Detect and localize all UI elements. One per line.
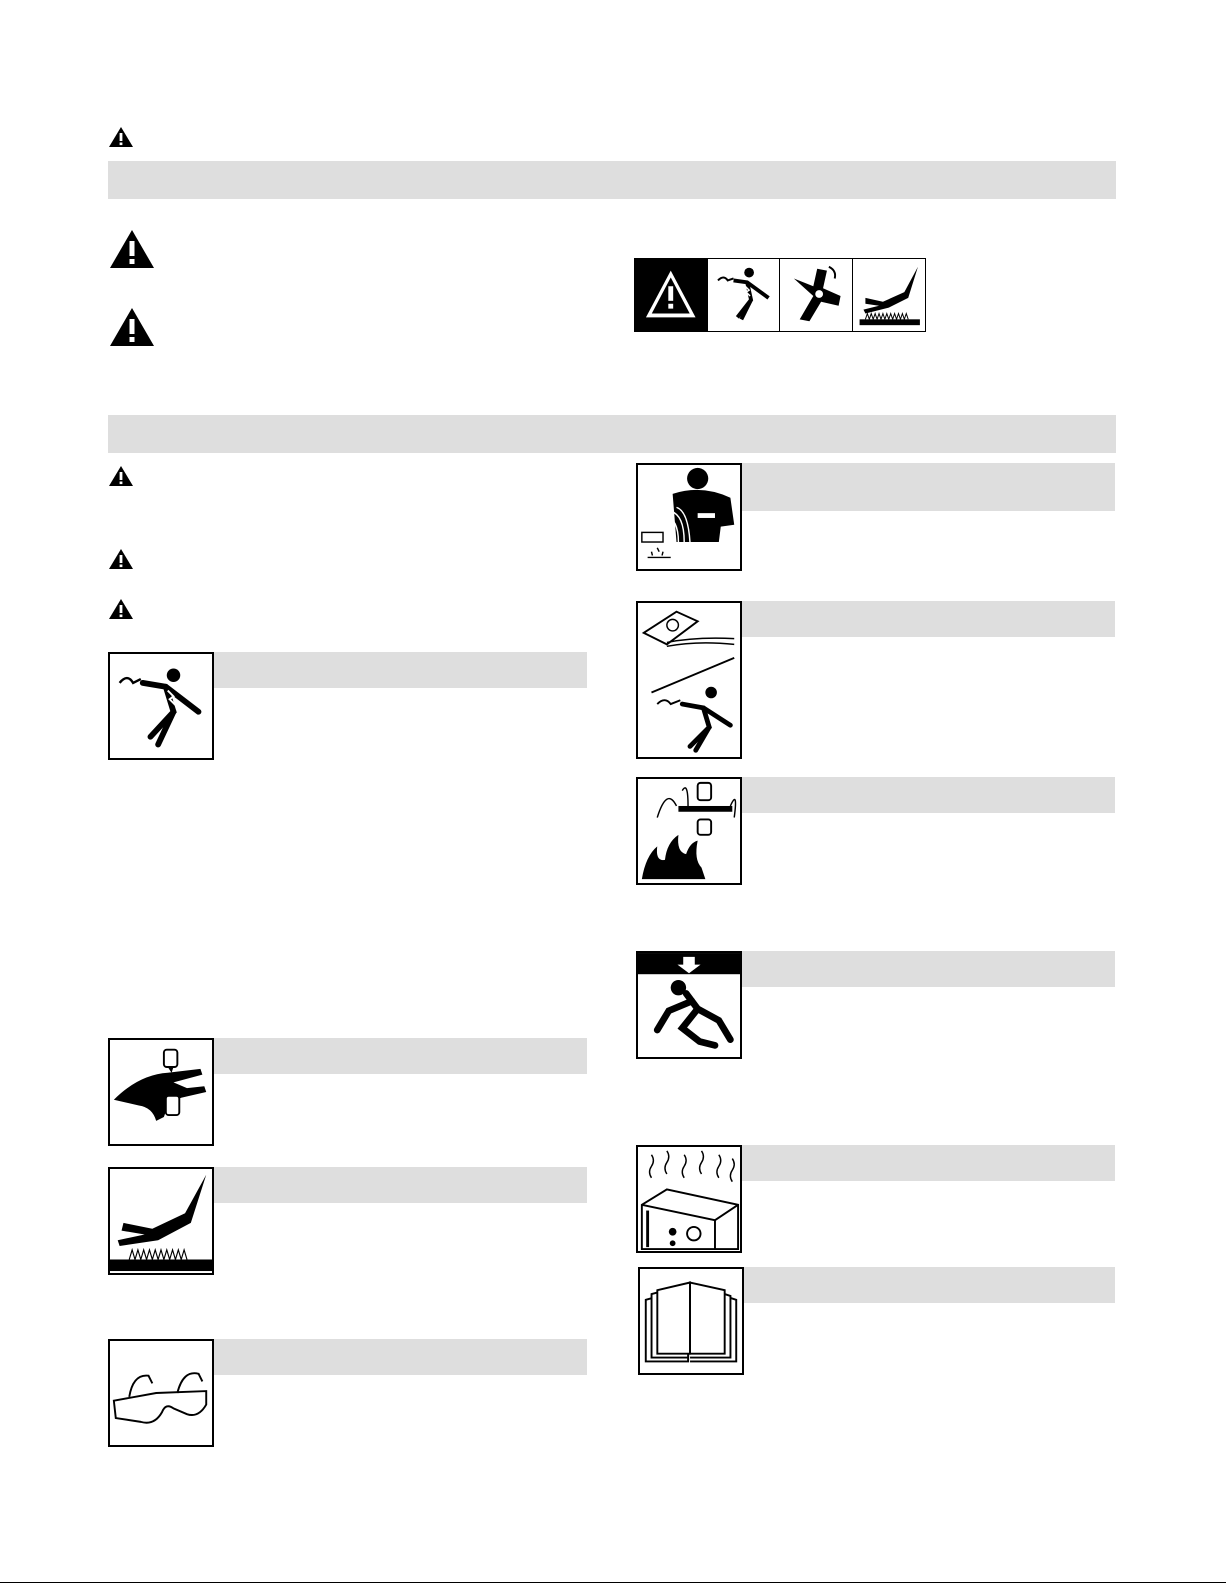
warning-triangle-icon [108, 465, 134, 487]
hazard-header-bar [742, 601, 1115, 637]
warning-triangle-icon [108, 548, 134, 570]
safety-glasses-icon [108, 1339, 214, 1447]
warning-icon [635, 259, 708, 331]
hazard-header-bar [214, 652, 587, 688]
hazard-header-bar [742, 463, 1115, 511]
meter-shock-icon [636, 601, 742, 759]
moving-parts-pinch-icon [108, 1038, 214, 1146]
hot-parts-icon [108, 1167, 214, 1275]
electric-shock-icon [108, 652, 214, 760]
fire-spark-icon [636, 777, 742, 885]
hazard-header-bar [214, 1167, 587, 1203]
hot-parts-icon [853, 259, 926, 331]
read-manual-icon [638, 1267, 744, 1375]
warning-triangle-icon [108, 306, 156, 348]
moving-parts-icon [780, 259, 853, 331]
warning-triangle-icon [108, 228, 156, 270]
hazard-header-bar [744, 1267, 1115, 1303]
overheating-icon [636, 1145, 742, 1253]
page-bottom-rule [0, 1582, 1226, 1583]
emf-pacemaker-icon [636, 463, 742, 571]
hazard-header-bar [742, 1145, 1115, 1181]
electric-shock-icon [708, 259, 781, 331]
hazard-header-bar [742, 951, 1115, 987]
hazard-header-bar [214, 1038, 587, 1074]
section-header-bar [108, 415, 1116, 453]
falling-equipment-icon [636, 951, 742, 1059]
warning-triangle-icon [108, 126, 134, 148]
warning-triangle-icon [108, 598, 134, 620]
hazard-header-bar [214, 1339, 587, 1375]
hazard-header-bar [742, 777, 1115, 813]
hazard-symbol-strip [634, 258, 926, 332]
section-header-bar [108, 161, 1116, 199]
